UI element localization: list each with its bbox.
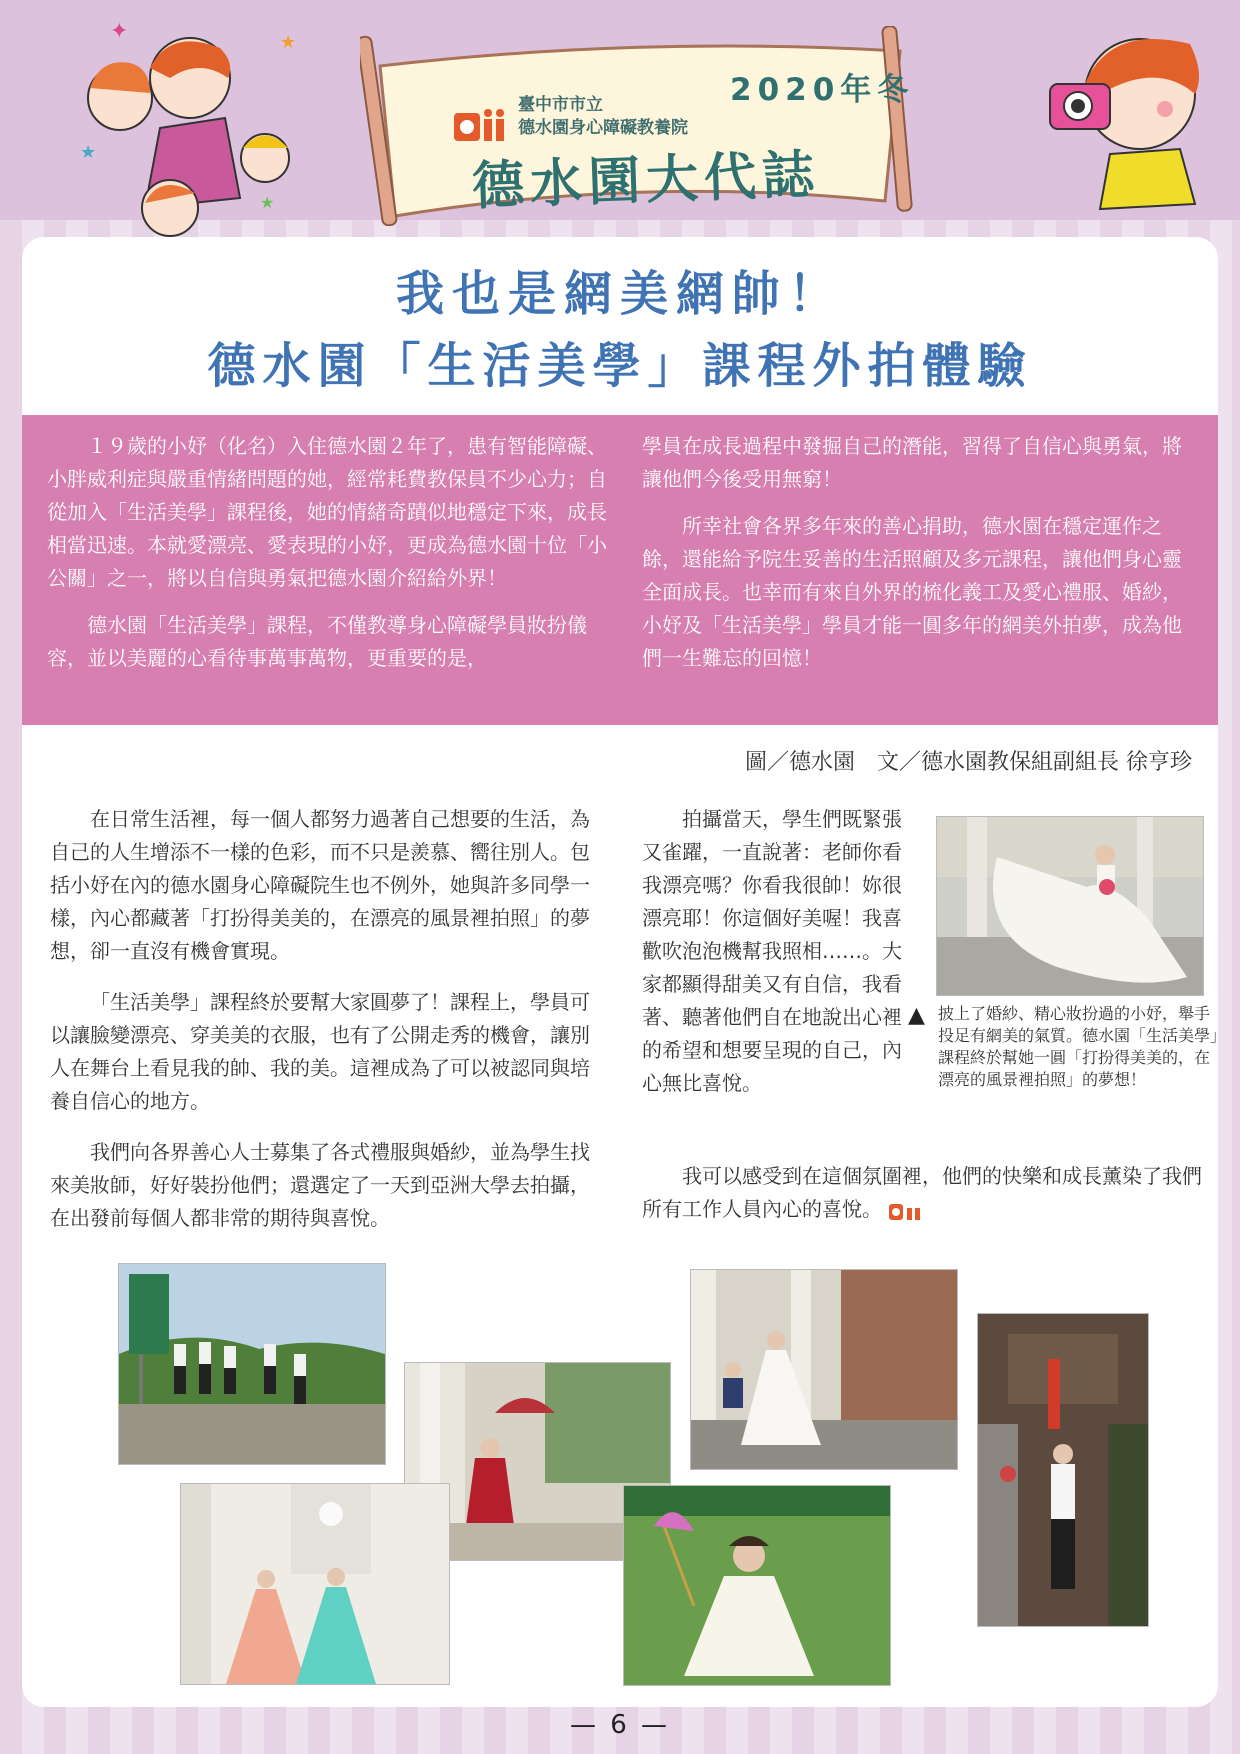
body-left-column [50, 803, 600, 1253]
svg-text:★: ★ [280, 32, 297, 53]
intro-right-column [642, 430, 1197, 689]
closing-text: 我可以感受到在這個氛圍裡，他們的快樂和成長薰染了我們所有工作人員內心的喜悅。 [642, 1164, 1202, 1221]
body-right-column [642, 803, 902, 1118]
intro-paragraph: 德水園「生活美學」課程，不僅教導身心障礙學員妝扮儀容，並以美麗的心看待事萬事萬物，更重要的是， [47, 613, 587, 670]
org-line2: 德水園身心障礙教養院 [518, 118, 688, 138]
caption-text: 披上了婚紗、精心妝扮過的小妤，舉手投足有網美的氣質。德水園「生活美學」課程終於幫她一圓「打扮得美美的，在漂亮的風景裡拍照」的夢想！ [938, 1004, 1219, 1089]
kids-illustration-left-icon [50, 8, 310, 268]
byline: 圖／德水園 文／德水園教保組副組長 徐亨珍 [745, 750, 1192, 775]
svg-text:✦: ✦ [110, 19, 129, 44]
intro-block [22, 415, 1218, 725]
intro-paragraph: １９歲的小妤（化名）入住德水園２年了，患有智能障礙、小胖威利症與嚴重情緒問題的她，經常耗費教保員不少心力；自從加入「生活美學」課程後，她的情緒奇蹟似地穩定下來，成長相當迅速。本就愛漂亮、愛表現的小妤，更成為德水園十位「小公關」之一，將以自信與勇氣把德水園介紹給外界！ [47, 434, 607, 590]
masthead [400, 30, 920, 220]
intro-left-column [47, 430, 617, 689]
body-paragraph [642, 1160, 1202, 1226]
photo-boy-doorway [977, 1313, 1149, 1627]
body-right-closing [642, 1160, 1202, 1226]
headline-line2: 德水園「生活美學」課程外拍體驗 [207, 338, 1033, 394]
intro-paragraph: 所幸社會各界多年來的善心捐助，德水園在穩定運作之餘，還能給予院生妥善的生活照顧及多元課程，讓他們身心靈全面成長。也幸而有來自外界的梳化義工及愛心禮服、婚紗，小妤及「生活美學」學員才能一圓多年的網美外拍夢，成為他們一生難忘的回憶！ [642, 514, 1182, 670]
caption-triangle-icon: ▲ [908, 1003, 925, 1028]
kid-camera-illustration-icon [1030, 14, 1230, 224]
body-paragraph: 拍攝當天，學生們既緊張又雀躍，一直說著：老師你看我漂亮嗎？你看我很帥！妳很漂亮耶！你這個好美喔！我喜歡吹泡泡機幫我照相……。大家都顯得甜美又有自信，我看著、聽著他們自在地說出心裡的希望和想要呈現的自己，內心無比喜悅。 [642, 807, 902, 1095]
photo-two-gowns [180, 1483, 450, 1685]
org-line1: 臺中市市立 [518, 95, 603, 115]
end-mark-logo-icon [888, 1200, 924, 1222]
photo-caption [908, 1003, 1219, 1091]
magazine-title: 德水園大代誌 [471, 144, 822, 218]
photo-group-mountain [118, 1263, 386, 1465]
body-paragraph: 在日常生活裡，每一個人都努力過著自己想要的生活，為自己的人生增添不一樣的色彩，而不只是羨慕、嚮往別人。包括小妤在內的德水園身心障礙院生也不例外，她與許多同學一樣，內心都藏著「打扮得美美的，在漂亮的風景裡拍照」的夢想，卻一直沒有機會實現。 [50, 807, 590, 963]
svg-text:★: ★ [260, 193, 275, 212]
intro-paragraph: 學員在成長過程中發掘自己的潛能，習得了自信心與勇氣，將讓他們今後受用無窮！ [642, 434, 1182, 491]
photo-couple-columns [690, 1269, 958, 1470]
svg-text:★: ★ [80, 142, 97, 163]
issue-year: 2020年冬 [730, 72, 915, 108]
photo-bride-garden [623, 1485, 891, 1686]
photo-wedding-dress [936, 816, 1204, 996]
headline-line1: 我也是網美網帥！ [395, 266, 844, 322]
body-paragraph: 「生活美學」課程終於要幫大家圓夢了！課程上，學員可以讓臉變漂亮、穿美美的衣服，也有了公開走秀的機會，讓別人在舞台上看見我的帥、我的美。這裡成為了可以被認同與培養自信心的地方。 [50, 990, 590, 1113]
page-number: — 6 — [569, 1710, 671, 1740]
dewaterpark-logo-icon [452, 105, 512, 145]
body-paragraph: 我們向各界善心人士募集了各式禮服與婚紗，並為學生找來美妝師，好好裝扮他們；還選定了一天到亞洲大學去拍攝，在出發前每個人都非常的期待與喜悅。 [50, 1140, 590, 1230]
